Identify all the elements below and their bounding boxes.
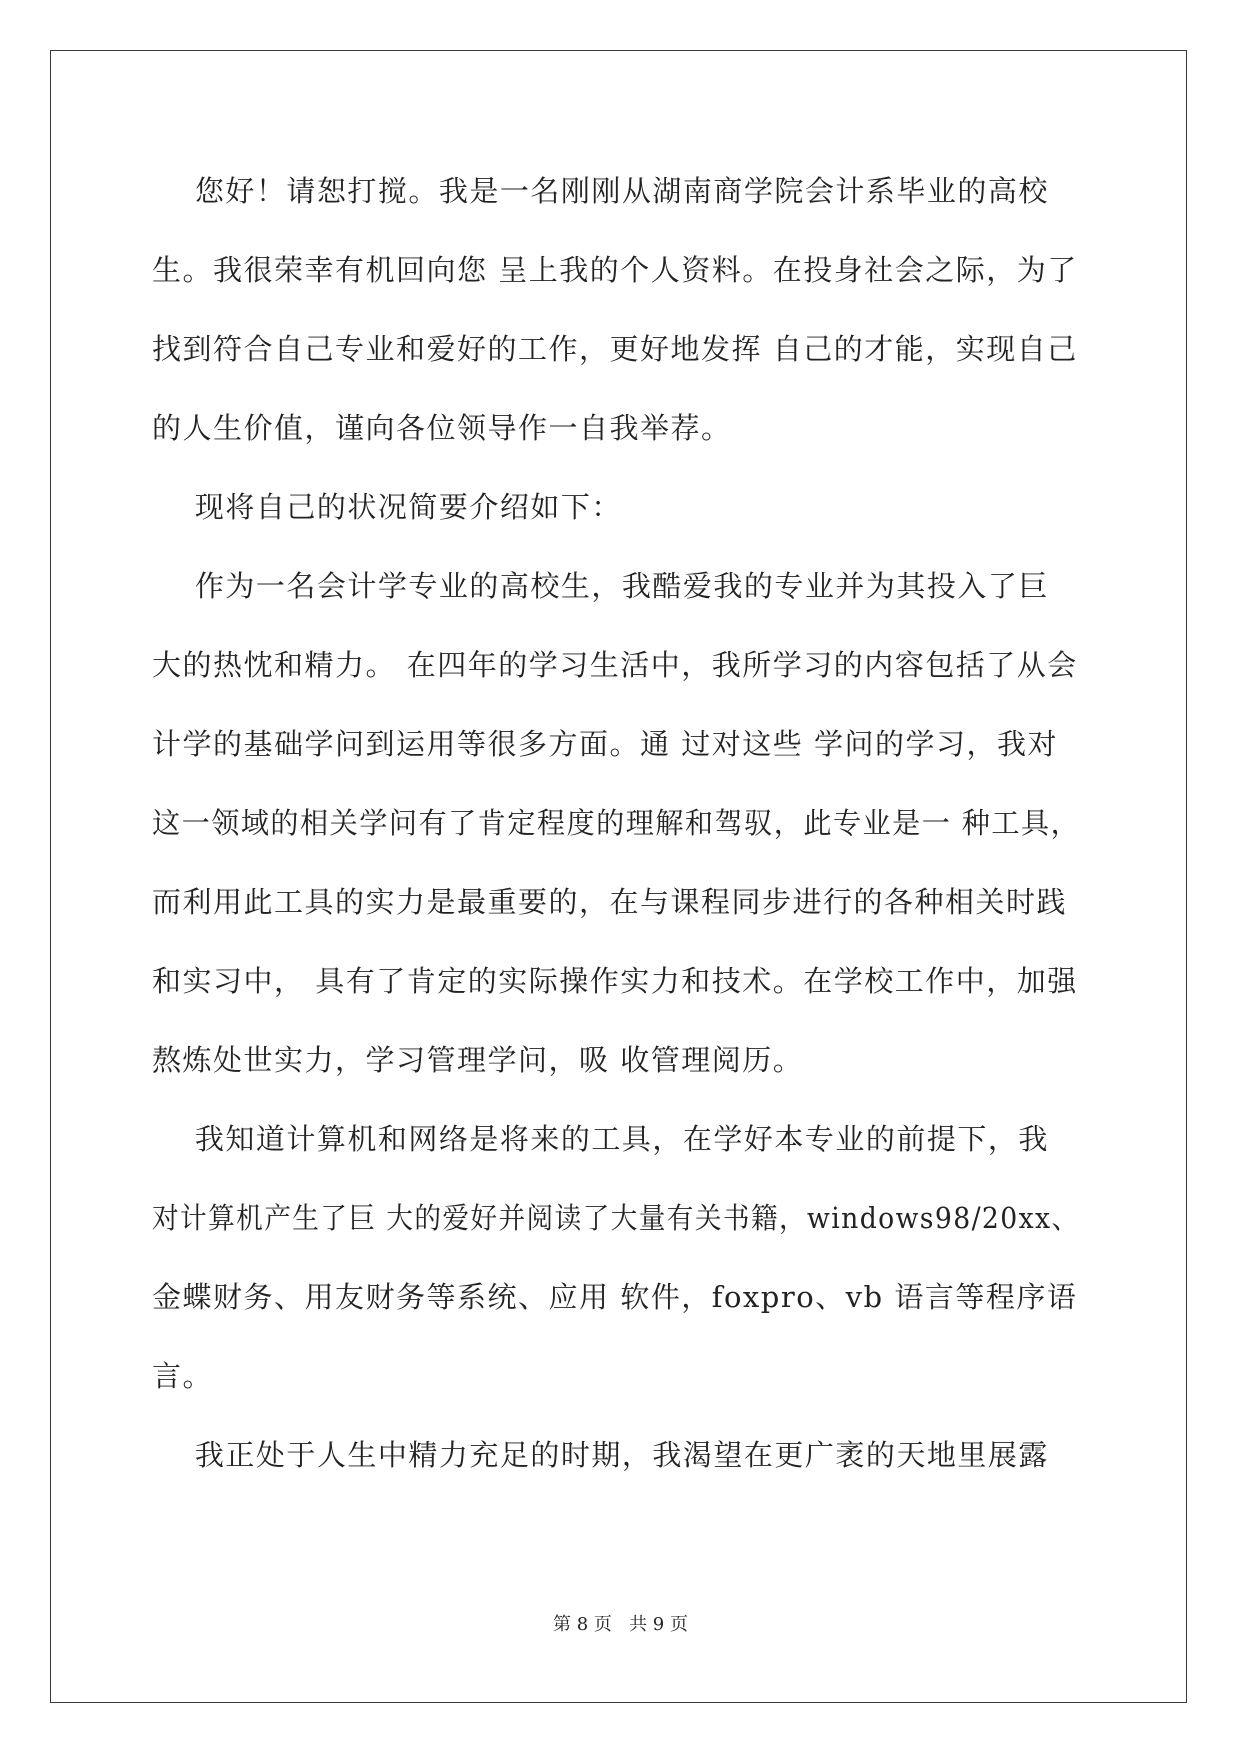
text-line: 对计算机产生了巨 大的爱好并阅读了大量有关书籍，windows98/20xx、 bbox=[152, 1201, 1080, 1235]
text-line: 我知道计算机和网络是将来的工具，在学好本专业的前提下，我 bbox=[152, 1122, 1049, 1156]
text-line: 现将自己的状况简要介绍如下： bbox=[152, 490, 622, 524]
text-line: 我正处于人生中精力充足的时期，我渴望在更广袤的天地里展露 bbox=[152, 1438, 1049, 1472]
text-line: 作为一名会计学专业的高校生，我酷爱我的专业并为其投入了巨 bbox=[152, 569, 1049, 603]
text-line: 您好！请恕打搅。我是一名刚刚从湖南商学院会计系毕业的高校 bbox=[152, 174, 1049, 208]
text-line: 的人生价值，谨向各位领导作一自我举荐。 bbox=[152, 411, 732, 445]
page-number-footer: 第 8 页 共 9 页 bbox=[553, 1614, 688, 1635]
text-line: 而利用此工具的实力是最重要的，在与课程同步进行的各种相关时践 bbox=[152, 885, 1068, 919]
text-line: 言。 bbox=[152, 1359, 214, 1393]
text-line: 金蝶财务、用友财务等系统、应用 软件，foxpro、vb 语言等程序语 bbox=[152, 1280, 1078, 1314]
text-line: 熬炼处世实力，学习管理学问，吸 收管理阅历。 bbox=[152, 1043, 804, 1077]
text-line: 和实习中， 具有了肯定的实际操作实力和技术。在学校工作中，加强 bbox=[152, 964, 1078, 998]
text-line: 找到符合自己专业和爱好的工作，更好地发挥 自己的才能，实现自己 bbox=[152, 332, 1078, 366]
text-line: 这一领域的相关学问有了肯定程度的理解和驾驭，此专业是一 种工具， bbox=[152, 806, 1081, 840]
text-line: 计学的基础学问到运用等很多方面。通 过对这些 学问的学习，我对 bbox=[152, 727, 1058, 761]
text-line: 生。我很荣幸有机回向您 呈上我的个人资料。在投身社会之际，为了 bbox=[152, 253, 1078, 287]
text-line: 大的热忱和精力。 在四年的学习生活中，我所学习的内容包括了从会 bbox=[152, 648, 1078, 682]
